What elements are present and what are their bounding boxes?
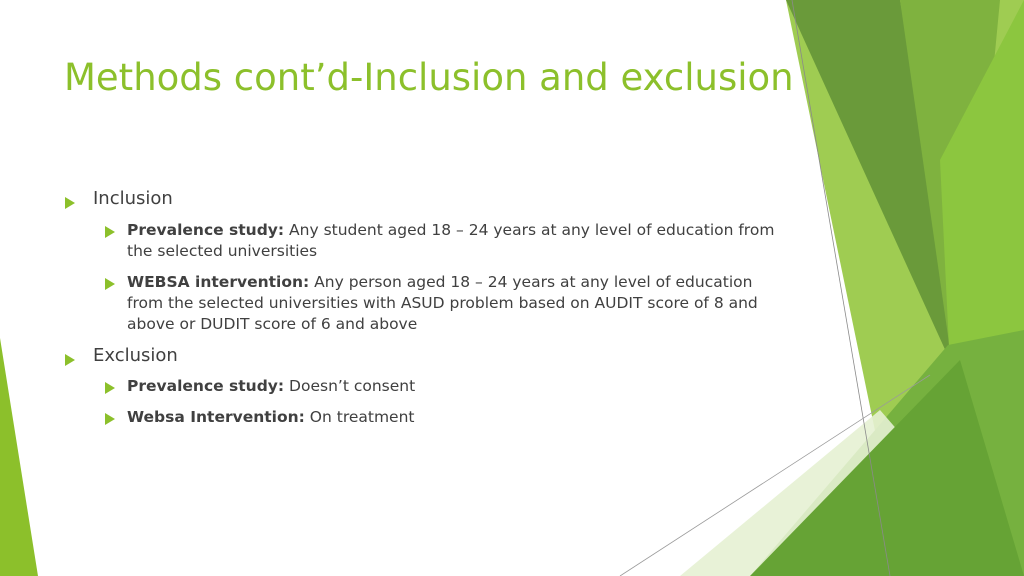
list-item [64, 272, 784, 335]
section-heading-label: Inclusion [93, 188, 173, 209]
list-item [64, 220, 784, 262]
item-text: Any student aged 18 – 24 years at any level of education from the selected universities [127, 221, 775, 260]
item-label: Prevalence study: [127, 221, 285, 239]
section-heading-label: Exclusion [93, 345, 178, 366]
arrow-bullet-icon [105, 226, 115, 238]
section-heading-inclusion [64, 188, 784, 209]
arrow-bullet-icon [105, 278, 115, 290]
item-text: Doesn’t consent [284, 377, 416, 395]
arrow-bullet-icon [105, 382, 115, 394]
slide-content [64, 184, 784, 428]
item-label: WEBSA intervention: [127, 273, 310, 291]
item-text: On treatment [304, 408, 415, 426]
list-item [64, 407, 784, 428]
arrow-bullet-icon [65, 354, 75, 366]
arrow-bullet-icon [105, 413, 115, 425]
section-heading-exclusion [64, 345, 784, 366]
list-item [64, 376, 784, 397]
left-accent-shape [0, 338, 38, 576]
item-label: Prevalence study: [127, 377, 285, 395]
slide-title: Methods cont’d-Inclusion and exclusion [64, 56, 794, 99]
arrow-bullet-icon [65, 197, 75, 209]
item-label: Websa Intervention: [127, 408, 305, 426]
item-text: Any person aged 18 – 24 years at any level of education from the selected universities with ASUD problem based on AUDIT score of 8 and above or DUDIT score of 6 and above [127, 273, 758, 333]
